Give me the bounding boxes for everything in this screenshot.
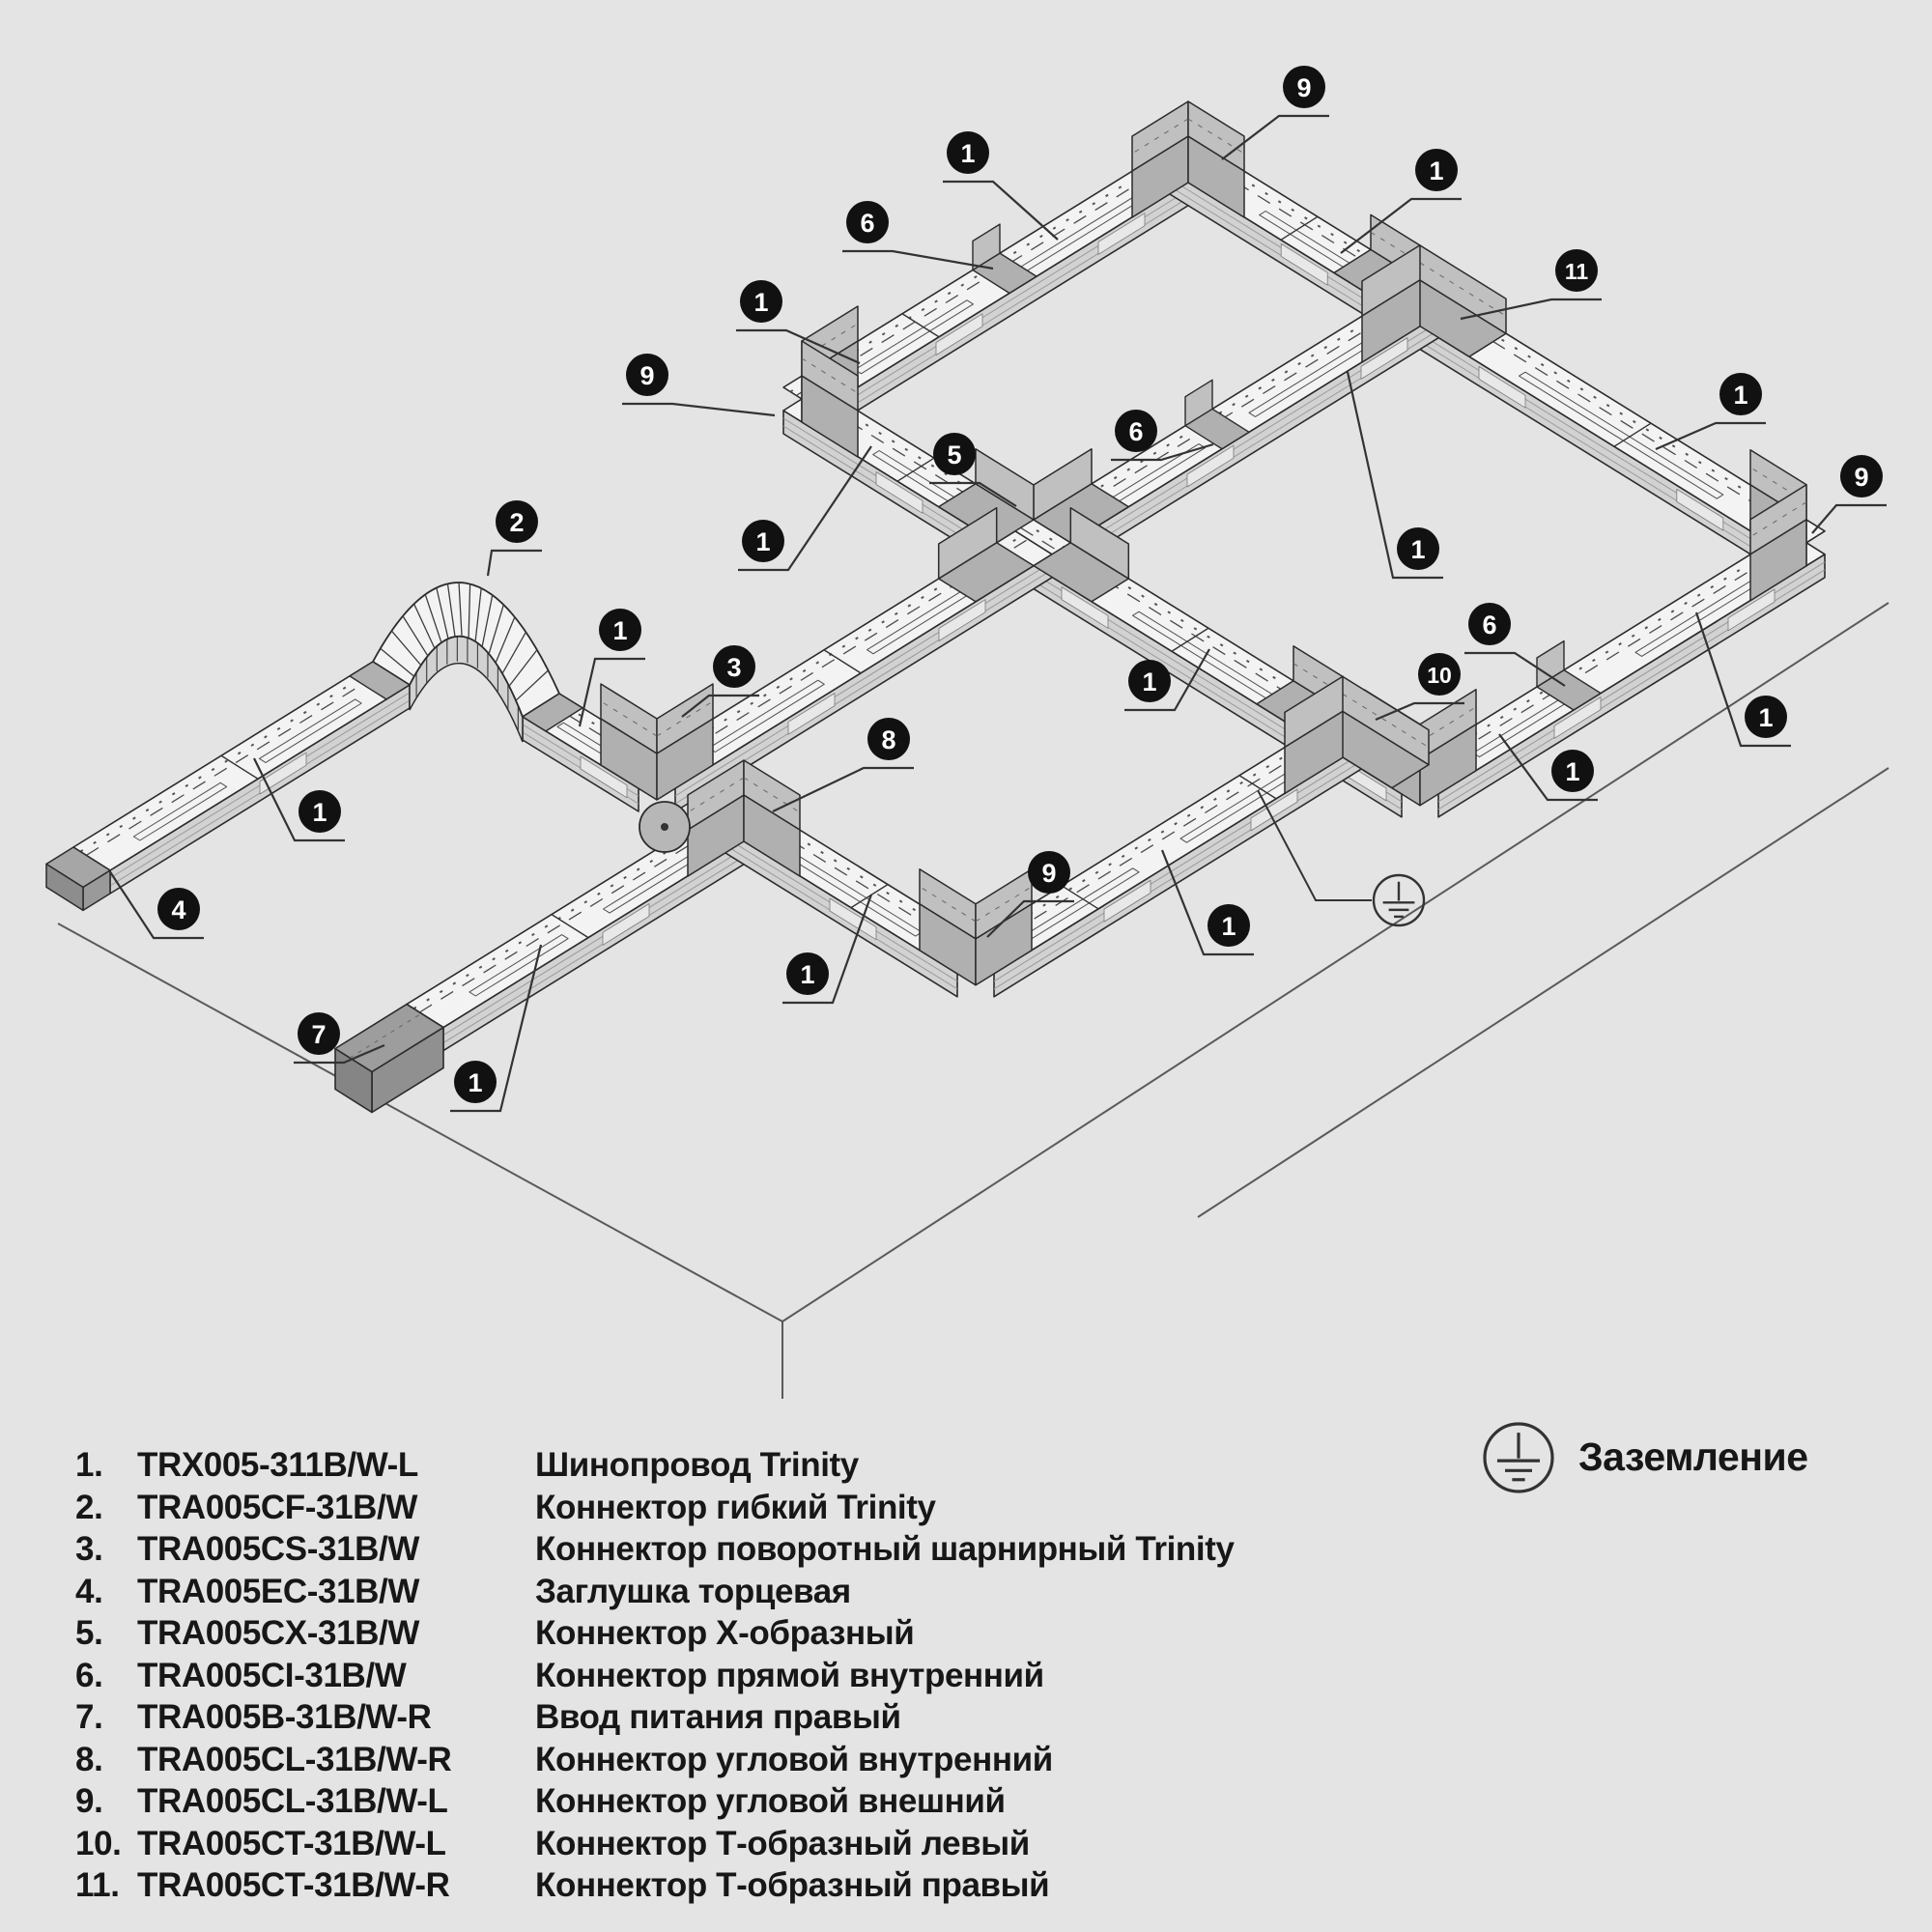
legend-item-code: TRA005CI-31B/W [137, 1656, 407, 1694]
legend-item-number: 3. [75, 1530, 103, 1568]
legend-item-number: 10. [75, 1824, 122, 1862]
ceiling-plane-edge-right-2 [1198, 768, 1889, 1217]
callout-number: 1 [1733, 381, 1748, 410]
legend-item-code: TRA005EC-31B/W [137, 1572, 419, 1610]
legend-item-description: Коннектор гибкий Trinity [535, 1488, 936, 1526]
callout-number: 4 [171, 895, 186, 924]
legend-item [0, 1696, 1932, 1739]
callout-number: 1 [312, 798, 327, 827]
callout-number: 1 [1565, 757, 1580, 786]
callout-number: 1 [800, 960, 815, 989]
legend-item-number: 2. [75, 1488, 103, 1526]
callout-number: 11 [1564, 259, 1589, 284]
legend-item-description: Коннектор прямой внутренний [535, 1656, 1044, 1694]
callout-number: 1 [1429, 156, 1444, 185]
legend-item [0, 1612, 1932, 1655]
callout-number: 7 [311, 1020, 327, 1049]
legend-item-number: 8. [75, 1740, 103, 1778]
callout-number: 1 [612, 616, 628, 645]
callout-number: 9 [639, 361, 655, 390]
legend-item-code: TRX005-311B/W-L [137, 1446, 418, 1484]
callout-number: 9 [1296, 73, 1312, 102]
legend-item-description: Коннектор X-образный [535, 1614, 915, 1652]
callout-number: 3 [726, 653, 742, 682]
callout-number: 1 [468, 1068, 483, 1097]
legend-item-code: TRA005B-31B/W-R [137, 1698, 432, 1736]
legend-item-number: 6. [75, 1656, 103, 1694]
callout-number: 6 [1128, 417, 1144, 446]
legend-item-description: Коннектор Т-образный правый [535, 1866, 1050, 1904]
callout-number: 8 [881, 725, 896, 754]
callout-leader [1812, 505, 1887, 533]
callout-number: 10 [1427, 663, 1452, 688]
legend-item-code: TRA005CX-31B/W [137, 1614, 419, 1652]
swivel-pivot-pin [661, 823, 668, 831]
legend-list [0, 1444, 1932, 1918]
legend-item-code: TRA005CT-31B/W-R [137, 1866, 450, 1904]
track-run-top-right-top [1170, 148, 1825, 554]
callout-number: 1 [960, 139, 976, 168]
legend-item-number: 9. [75, 1782, 103, 1820]
legend-item [0, 1655, 1932, 1697]
legend-item-code: TRA005CT-31B/W-L [137, 1824, 446, 1862]
legend-item-description: Коннектор угловой внутренний [535, 1740, 1053, 1778]
callout-leader [622, 404, 775, 415]
legend-item [0, 1487, 1932, 1529]
legend-item-code: TRA005CL-31B/W-R [137, 1740, 452, 1778]
legend-item-number: 7. [75, 1698, 103, 1736]
legend-item-number: 11. [75, 1866, 120, 1904]
callout-number: 1 [1758, 703, 1774, 732]
callout-number: 1 [1410, 535, 1426, 564]
legend-item-description: Коннектор поворотный шарнирный Trinity [535, 1530, 1235, 1568]
track-run-endcap-top [73, 662, 410, 870]
legend-item-description: Коннектор Т-образный левый [535, 1824, 1030, 1862]
callout-number: 9 [1854, 463, 1869, 492]
callout-number: 9 [1041, 859, 1057, 888]
callout-number: 6 [1482, 611, 1497, 639]
callout-number: 6 [860, 209, 875, 238]
legend-item [0, 1780, 1932, 1823]
legend-item [0, 1739, 1932, 1781]
callout-number: 1 [755, 527, 771, 556]
legend-item-number: 5. [75, 1614, 103, 1652]
legend-item-description: Заглушка торцевая [535, 1572, 851, 1610]
callout-number: 1 [1221, 912, 1236, 941]
legend-item [0, 1823, 1932, 1865]
legend-item-code: TRA005CL-31B/W-L [137, 1782, 448, 1820]
ceiling-plane-edge-left [58, 923, 782, 1321]
callout-number: 1 [1142, 668, 1157, 696]
callout-number: 5 [947, 440, 962, 469]
ground-label: Заземление [1578, 1435, 1808, 1479]
callout-leader [842, 251, 993, 269]
legend-item [0, 1864, 1932, 1907]
callout-number: 2 [509, 508, 525, 537]
legend-item-code: TRA005CF-31B/W [137, 1488, 418, 1526]
legend-item-number: 1. [75, 1446, 103, 1484]
callout-leader [488, 551, 542, 576]
legend-item-code: TRA005CS-31B/W [137, 1530, 419, 1568]
legend-item [0, 1571, 1932, 1613]
legend-item-description: Коннектор угловой внешний [535, 1782, 1006, 1820]
legend-item-description: Шинопровод Trinity [535, 1446, 859, 1484]
callout-number: 1 [753, 288, 769, 317]
legend-item-number: 4. [75, 1572, 103, 1610]
legend-item-description: Ввод питания правый [535, 1698, 901, 1736]
legend-item [0, 1528, 1932, 1571]
